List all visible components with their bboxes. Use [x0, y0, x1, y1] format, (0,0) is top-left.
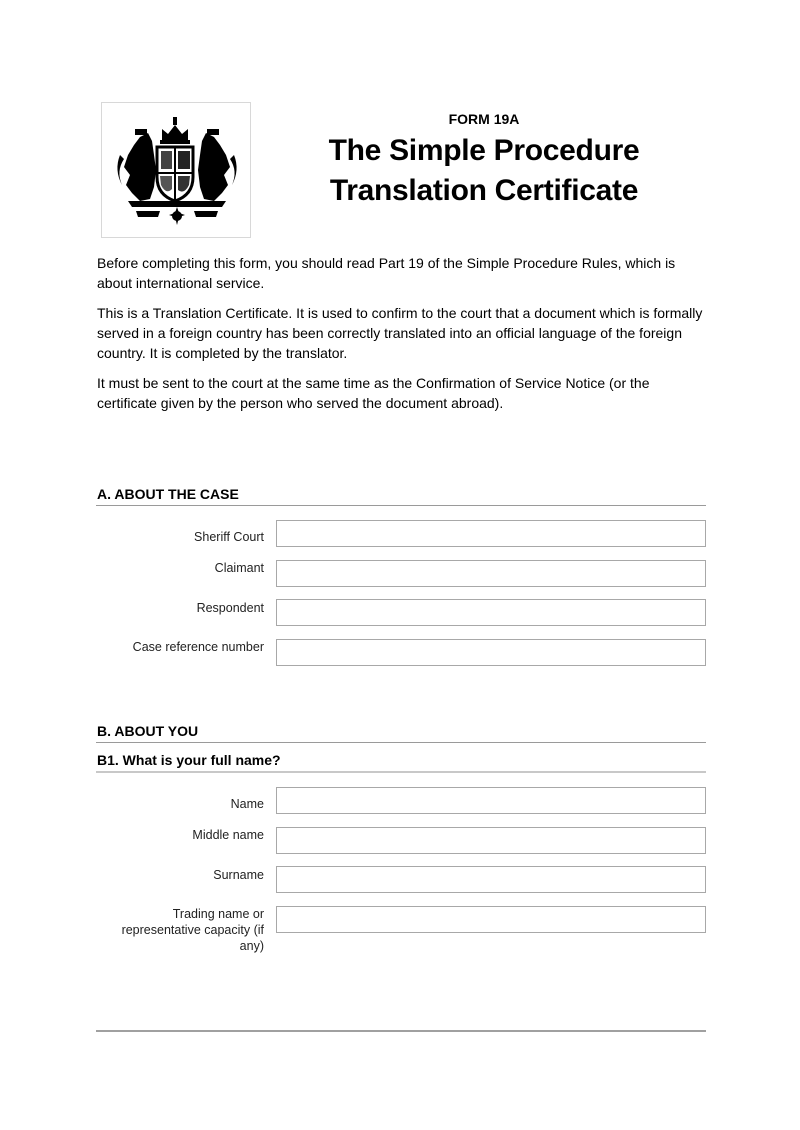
field-label-middle-name: Middle name	[192, 828, 264, 842]
field-label-trading-name: Trading name or representative capacity (if any)	[121, 907, 264, 953]
field-label-claimant: Claimant	[214, 561, 264, 575]
case-reference-input[interactable]	[277, 640, 705, 665]
page-title	[300, 131, 668, 211]
sheriff-court-field[interactable]	[276, 520, 706, 547]
case-reference-field[interactable]	[276, 639, 706, 666]
section-b-heading: B. ABOUT YOU	[97, 723, 199, 739]
question-b1-heading: B1. What is your full name?	[97, 752, 281, 768]
trading-name-input[interactable]	[277, 907, 705, 932]
intro-paragraph: It must be sent to the court at the same time as the Confirmation of Service Notice (or the certificate given by the person who served the document abroad).	[97, 375, 650, 411]
trading-name-field[interactable]	[276, 906, 706, 933]
surname-input[interactable]	[277, 867, 705, 892]
bottom-divider	[96, 1030, 706, 1032]
name-input[interactable]	[277, 788, 705, 813]
intro-paragraph: This is a Translation Certificate. It is used to confirm to the court that a document which is formally served in a foreign country has been correctly translated into an official language of the foreign country. It is completed by the translator.	[97, 305, 703, 361]
intro-paragraph: Before completing this form, you should read Part 19 of the Simple Procedure Rules, which is about international service.	[97, 255, 676, 291]
sheriff-court-input[interactable]	[277, 521, 705, 546]
section-a-heading: A. ABOUT THE CASE	[97, 486, 239, 502]
question-b1-divider	[96, 771, 706, 773]
claimant-input[interactable]	[277, 561, 705, 586]
field-label-surname: Surname	[213, 868, 264, 882]
name-field[interactable]	[276, 787, 706, 814]
coat-of-arms-icon	[110, 115, 244, 227]
middle-name-field[interactable]	[276, 827, 706, 854]
field-label-respondent: Respondent	[196, 601, 264, 615]
form-number: FORM 19A	[448, 111, 520, 127]
field-label-name: Name	[230, 797, 264, 811]
middle-name-input[interactable]	[277, 828, 705, 853]
royal-crest	[101, 102, 251, 238]
surname-field[interactable]	[276, 866, 706, 893]
respondent-input[interactable]	[277, 600, 705, 625]
respondent-field[interactable]	[276, 599, 706, 626]
title-line-1: The Simple Procedure	[328, 134, 640, 167]
intro-text	[97, 253, 707, 423]
field-label-sheriff-court: Sheriff Court	[194, 530, 264, 544]
claimant-field[interactable]	[276, 560, 706, 587]
section-a-divider	[96, 505, 706, 506]
field-label-case-reference: Case reference number	[132, 640, 264, 654]
title-line-2: Translation Certificate	[329, 174, 639, 207]
section-b-divider	[96, 742, 706, 743]
